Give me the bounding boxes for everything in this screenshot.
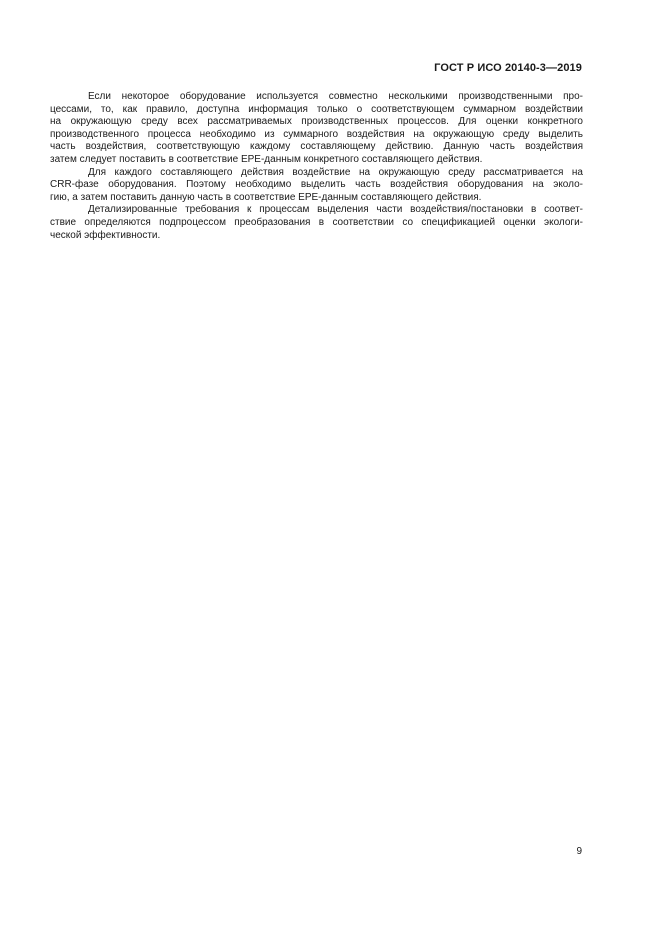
paragraph-2-line-1: Для каждого составляющего действия воздействие на окружающую среду рассматривается на: [88, 166, 583, 178]
paragraph-1-line-5: часть воздействия, соответствующую каждому составляющему действию. Данную часть воздействия: [50, 141, 583, 153]
paragraph-3-line-2: ствие определяются подпроцессом преобразования в соответствии со спецификацией оценки экологи-: [50, 216, 583, 228]
page-number: 9: [576, 846, 582, 857]
document-number-header: ГОСТ Р ИСО 20140-3—2019: [434, 62, 582, 74]
paragraph-2-line-2: CRR-фазе оборудования. Поэтому необходимо выделить часть воздействия оборудования на эколо-: [50, 179, 583, 191]
paragraph-2-line-3: гию, а затем поставить данную часть в соответствие EPE-данным составляющего действия.: [50, 191, 482, 203]
paragraph-1-line-1: Если некоторое оборудование используется совместно несколькими производственными про-: [88, 91, 583, 102]
paragraph-3-line-3: ческой эффективности.: [50, 229, 161, 241]
paragraph-1-line-6: затем следует поставить в соответствие EPE-данным конкретного составляющего действия.: [50, 153, 483, 165]
paragraph-1-line-4: производственного процесса необходимо из суммарного воздействия на окружающую среду выделить: [50, 128, 583, 140]
paragraph-3-line-1: Детализированные требования к процессам выделения части воздействия/постановки в соответ-: [88, 204, 583, 216]
paragraph-1-line-2: цессами, то, как правило, доступна информация только о соответствующем суммарном воздействии: [50, 103, 583, 115]
body-text: [50, 91, 583, 242]
paragraph-1-line-3: на окружающую среду всех рассматриваемых производственных процессов. Для оценки конкретного: [50, 116, 583, 128]
